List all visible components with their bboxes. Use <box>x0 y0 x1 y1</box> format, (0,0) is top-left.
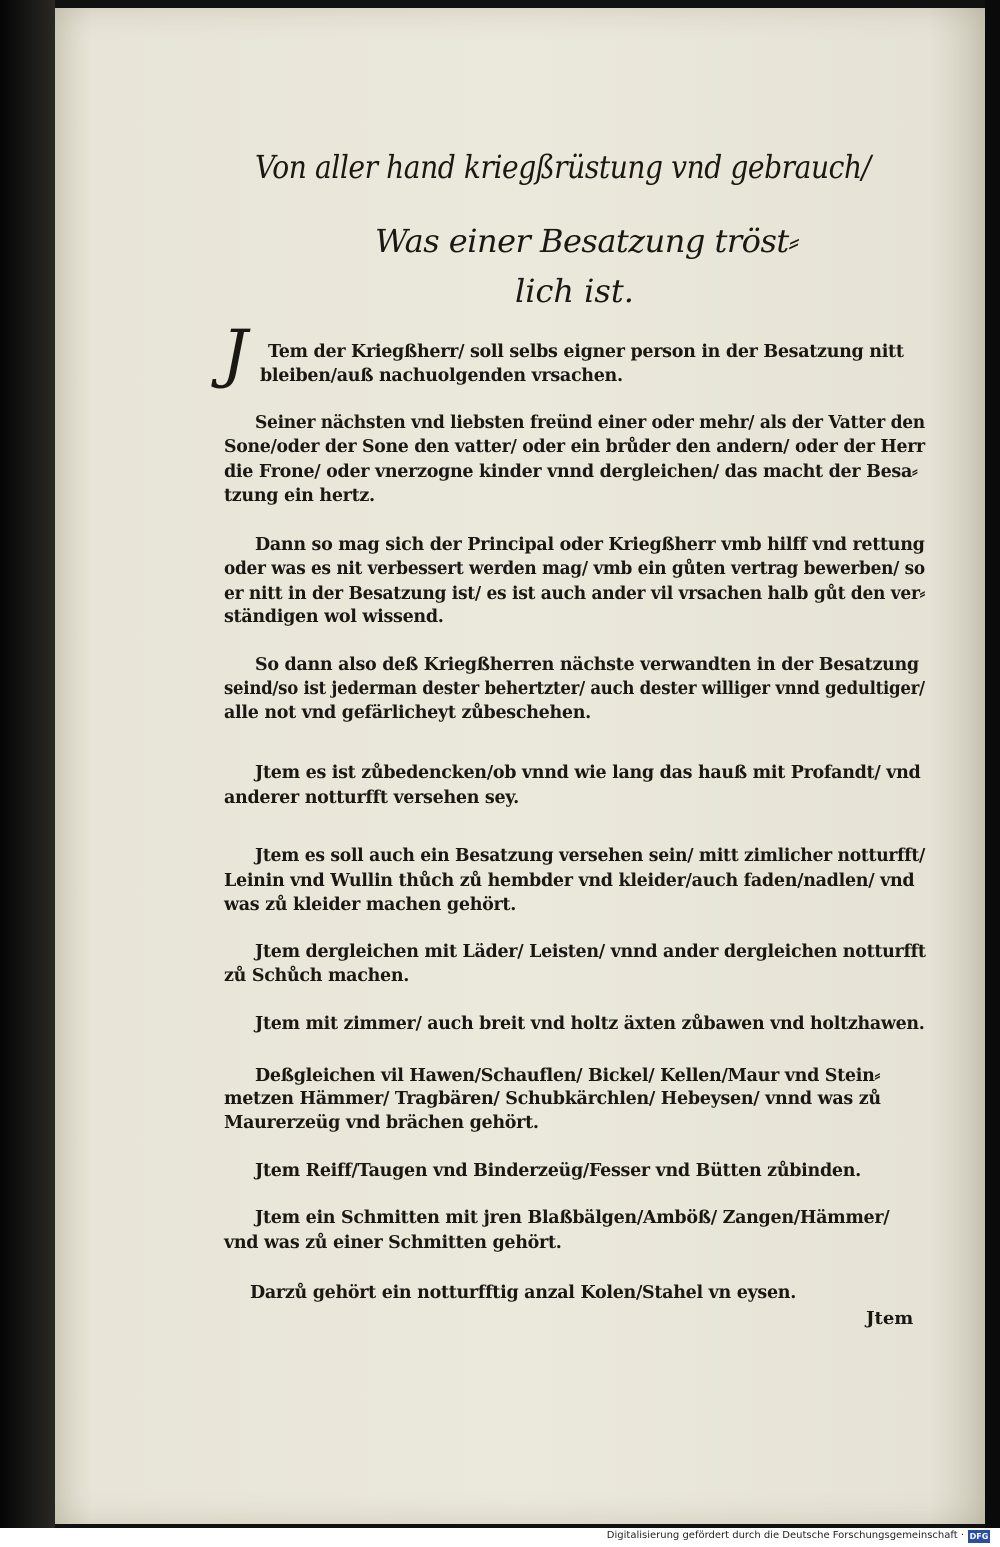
heading-line-3: lich ist. <box>515 272 634 310</box>
heading-line-2: Was einer Besatzung tröst⸗ <box>375 222 799 260</box>
scan-right-edge <box>985 0 1000 1547</box>
para-4-line-2: seind/so ist jederman dester behertzter/ auch dester williger vnnd gedultiger/ <box>224 679 925 699</box>
funding-credit: Digitalisierung gefördert durch die Deutsche Forschungsgemeinschaft · <box>606 1530 964 1541</box>
para-5-line-2: anderer notturfft versehen sey. <box>224 788 519 808</box>
para-1-line-1: Tem der Kriegßherr/ soll selbs eigner person in der Besatzung nitt <box>268 342 904 362</box>
para-10-line-1: Jtem Reiff/Taugen vnd Binderzeüg/Fesser vnd Bütten zůbinden. <box>255 1161 861 1181</box>
para-9-line-1: Deßgleichen vil Hawen/Schauflen/ Bickel/ Kellen/Maur vnd Stein⸗ <box>255 1066 881 1086</box>
para-3-line-4: ständigen wol wissend. <box>224 607 444 627</box>
para-2-line-4: tzung ein hertz. <box>224 486 375 506</box>
para-2-line-3: die Frone/ oder vnerzogne kinder vnnd dergleichen/ das macht der Besa⸗ <box>224 462 918 482</box>
para-2-line-2: Sone/oder der Sone den vatter/ oder ein brůder den andern/ oder der Herr <box>224 437 925 457</box>
para-4-line-1: So dann also deß Kriegßherren nächste verwandten in der Besatzung <box>255 655 919 675</box>
para-8-line-1: Jtem mit zimmer/ auch breit vnd holtz äxten zůbawen vnd holtzhawen. <box>255 1014 925 1034</box>
para-5-line-1: Jtem es ist zůbedencken/ob vnnd wie lang das hauß mit Profandt/ vnd <box>255 763 921 783</box>
para-6-line-2: Leinin vnd Wullin thůch zů hembder vnd kleider/auch faden/nadlen/ vnd <box>224 871 915 891</box>
para-6-line-3: was zů kleider machen gehört. <box>224 895 516 915</box>
book-binding-edge <box>0 0 55 1547</box>
initial-letter: J <box>222 317 248 391</box>
heading-line-1: Von aller hand kriegßrüstung vnd gebrauch/ <box>255 148 871 186</box>
para-9-line-3: Maurerzeüg vnd brächen gehört. <box>224 1113 539 1133</box>
para-1-line-2: bleiben/auß nachuolgenden vrsachen. <box>260 366 623 386</box>
para-6-line-1: Jtem es soll auch ein Besatzung versehen sein/ mitt zimlicher notturfft/ <box>255 846 925 866</box>
para-11-line-2: vnd was zů einer Schmitten gehört. <box>224 1233 562 1253</box>
catchword: Jtem <box>866 1308 914 1329</box>
para-3-line-1: Dann so mag sich der Principal oder Kriegßherr vmb hilff vnd rettung <box>255 535 925 555</box>
para-2-line-1: Seiner nächsten vnd liebsten freünd einer oder mehr/ als der Vatter den <box>255 413 925 433</box>
para-3-line-2: oder was es nit verbessert werden mag/ vmb ein gůten vertrag bewerben/ so <box>224 559 925 579</box>
para-12-line-1: Darzů gehört ein notturfftig anzal Kolen/Stahel vn eysen. <box>250 1283 796 1303</box>
para-3-line-3: er nitt in der Besatzung ist/ es ist auch ander vil vrsachen halb gůt den ver⸗ <box>224 584 926 604</box>
dfg-logo: DFG <box>969 1532 989 1541</box>
para-4-line-3: alle not vnd gefärlicheyt zůbeschehen. <box>224 703 591 723</box>
para-7-line-2: zů Schůch machen. <box>224 966 410 986</box>
para-9-line-2: metzen Hämmer/ Tragbären/ Schubkärchlen/ Hebeysen/ vnnd was zů <box>224 1089 881 1109</box>
para-11-line-1: Jtem ein Schmitten mit jren Blaßbälgen/Amböß/ Zangen/Hämmer/ <box>255 1208 890 1228</box>
para-7-line-1: Jtem dergleichen mit Läder/ Leisten/ vnnd ander dergleichen notturfft <box>255 942 926 962</box>
